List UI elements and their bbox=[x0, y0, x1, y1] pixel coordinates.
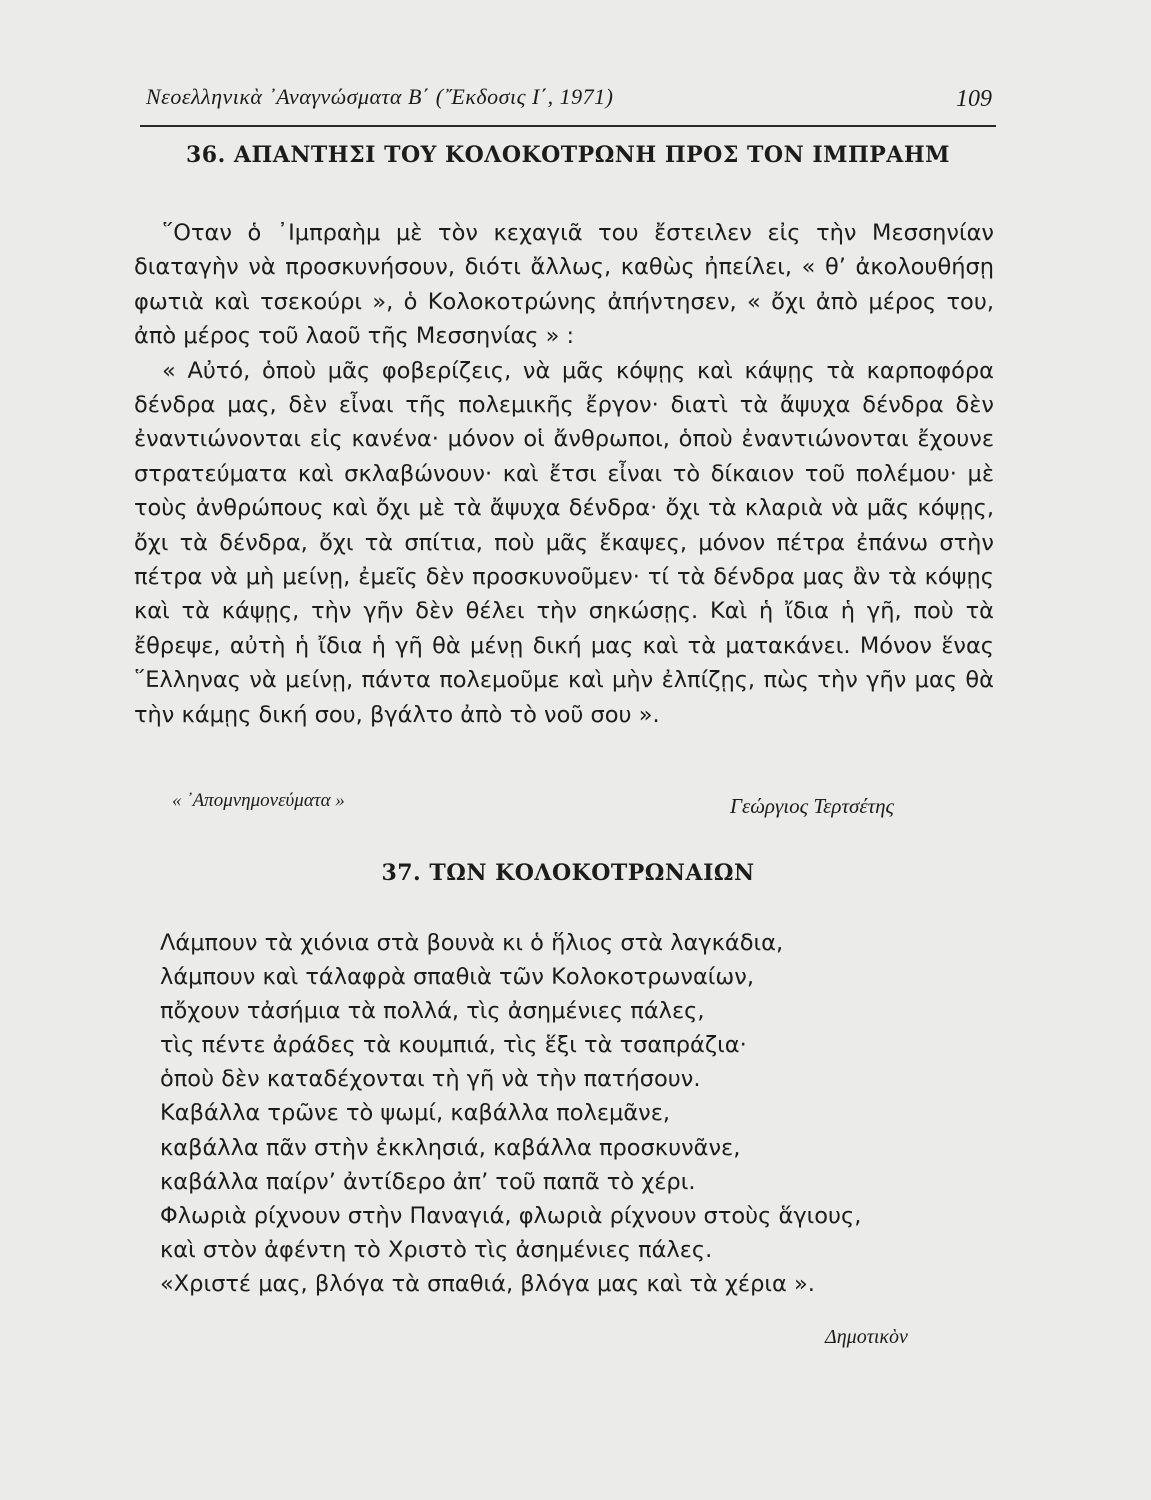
poem-verse: ὁποὺ δὲν καταδέχονται τὴ γῆ νὰ τὴν πατήσουν. bbox=[160, 1066, 701, 1093]
poem-verse: λάμπουν καὶ τάλαφρὰ σπαθιὰ τῶν Κολοκοτρωναίων, bbox=[160, 964, 754, 991]
section-36-paragraph-reply: « Αὐτό, ὁποὺ μᾶς φοβερίζεις, νὰ μᾶς κόψῃς καὶ κάψῃς τὰ καρποφόρα δένδρα μας, δὲν εἶναι τῆς πολεμικῆς ἔργον· διατὶ τὰ ἄψυχα δένδρα δὲν ἐναντιώνονται εἰς κανένα· μόνον οἱ ἄνθρωποι, ὁποὺ ἐναντιώνονται ἔχουνε στρατεύματα καὶ σκλαβώνουν· καὶ ἔτσι εἶναι τὸ δίκαιον τοῦ πολέμου· μὲ τοὺς ἀνθρώπους καὶ ὄχι μὲ τὰ ἄψυχα δένδρα· ὄχι τὰ κλαριὰ νὰ μᾶς κόψῃς, ὄχι τὰ δένδρα, ὄχι τὰ σπίτια, ποὺ μᾶς ἔκαψες, μόνον πέτρα ἐπάνω στὴν πέτρα νὰ μὴ μείνῃ, ἐμεῖς δὲν προσκυνοῦμεν· τί τὰ δένδρα μας ἂν τὰ κόψῃς καὶ τὰ κάψῃς, τὴν γῆν δὲν θέλει τὴν σηκώσῃς. Καὶ ἡ ἴδια ἡ γῆ, ποὺ τὰ ἔθρεψε, αὐτὴ ἡ ἴδια ἡ γῆ θὰ μένῃ δική μας καὶ τὰ ματακάνει. Μόνον ἕνας ῞Ελληνας νὰ μείνῃ, πάντα πολεμοῦμε καὶ μὴν ἐλπίζῃς, πὼς τὴν γῆν μας θὰ τὴν κάμῃς δική σου, βγάλτο ἀπὸ τὸ νοῦ σου ». bbox=[134, 357, 994, 728]
poem-verse: Φλωριὰ ρίχνουν στὴν Παναγιά, φλωριὰ ρίχνουν στοὺς ἅγιους, bbox=[160, 1202, 862, 1229]
poem-verse: τὶς πέντε ἀράδες τὰ κουμπιά, τὶς ἕξι τὰ τσαπράζια· bbox=[160, 1032, 747, 1059]
poem-verse: Καβάλλα τρῶνε τὸ ψωμί, καβάλλα πολεμᾶνε, bbox=[160, 1100, 671, 1127]
section-37-title: 37. ΤΩΝ ΚΟΛΟΚΟΤΡΩΝΑΙΩΝ bbox=[381, 860, 755, 886]
poem bbox=[160, 926, 980, 1301]
header-rule bbox=[140, 125, 996, 127]
page-number: 109 bbox=[956, 86, 992, 112]
poem-source: Δημοτικὸν bbox=[825, 1326, 908, 1348]
editor-name: Γεώργιος Τερτσέτης bbox=[730, 794, 895, 818]
poem-verse: καβάλλα παίρν’ ἀντίδερο ἀπ’ τοῦ παπᾶ τὸ χέρι. bbox=[160, 1168, 696, 1195]
poem-verse: «Χριστέ μας, βλόγα τὰ σπαθιά, βλόγα μας καὶ τὰ χέρια ». bbox=[160, 1270, 815, 1297]
poem-verse: πὄχουν τἀσήμια τὰ πολλά, τὶς ἀσημένιες πάλες, bbox=[160, 998, 705, 1025]
section-36-text bbox=[134, 216, 994, 732]
running-head: Νεοελληνικὰ ᾿Αναγνώσματα Β΄ (῎Εκδοσις Ι΄, 1971) bbox=[146, 84, 614, 109]
source-work: « ᾿Απομνημονεύματα » bbox=[172, 790, 345, 811]
poem-verse: καβάλλα πᾶν στὴν ἐκκλησιά, καβάλλα προσκυνᾶνε, bbox=[160, 1134, 741, 1161]
poem-verse: Λάμπουν τὰ χιόνια στὰ βουνὰ κι ὁ ἥλιος στὰ λαγκάδια, bbox=[160, 930, 784, 956]
section-36-paragraph-intro: ῞Οταν ὁ ᾿Ιμπραὴμ μὲ τὸν κεχαγιᾶ του ἔστειλεν εἰς τὴν Μεσσηνίαν διαταγὴν νὰ προσκυνήσουν, διότι ἄλλως, καθὼς ἠπείλει, « θ’ ἀκολουθήσῃ φωτιὰ καὶ τσεκούρι », ὁ Κολοκοτρώνης ἀπήντησεν, « ὄχι ἀπὸ μέρος του, ἀπὸ μέρος τοῦ λαοῦ τῆς Μεσσηνίας » : bbox=[134, 220, 994, 350]
poem-verse: καὶ στὸν ἀφέντη τὸ Χριστὸ τὶς ἀσημένιες πάλες. bbox=[160, 1236, 713, 1263]
section-36-title: 36. ΑΠΑΝΤΗΣΙ ΤΟΥ ΚΟΛΟΚΟΤΡΩΝΗ ΠΡΟΣ ΤΟΝ ΙΜΠΡΑΗΜ bbox=[185, 142, 951, 168]
